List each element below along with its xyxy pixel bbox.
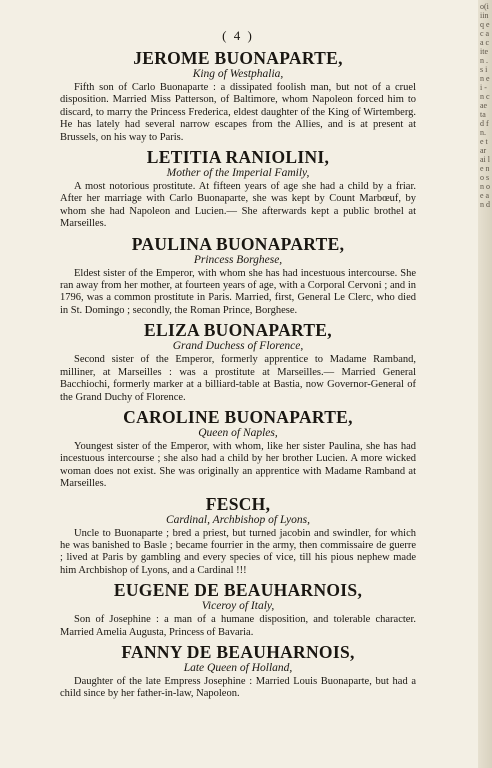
entry-fanny: [60, 642, 416, 701]
entry-name: ELIZA BUONAPARTE,: [144, 320, 332, 341]
entry-name: EUGENE DE BEAUHARNOIS,: [113, 580, 363, 601]
entry-fesch: [60, 494, 416, 578]
entry-text: Eldest sister of the Emperor, with whom she has had incestuous intercourse. She ran away from her mother, at fourteen years of age, with a Corporal Cervoni ; and in 1796, was a common prostitute in Paris. Married, first, General Le Clerc, who died in St. Domingo ; secondly, the Roman Prince, Borghese.: [60, 267, 416, 316]
entry-eugene: [60, 580, 416, 639]
entry-caroline: [60, 407, 416, 491]
entry-title: Mother of the Imperial Family,: [166, 167, 310, 180]
entry-name: FANNY DE BEAUHARNOIS,: [121, 641, 355, 662]
document-page: [60, 28, 416, 704]
adjacent-page-edge: [478, 0, 492, 768]
entry-text: Second sister of the Emperor, formerly apprentice to Madame Ramband, milliner, at Marseilles : was a prostitute at Marseilles.— Married General Bacchiochi, formerly marker at a billiard-table at Bastia, now Governor-General of the Grand Duchy of Florence.: [60, 354, 416, 403]
entry-text: Fifth son of Carlo Buonaparte : a dissipated foolish man, but not of a cruel disposition. Married Miss Patterson, of Baltimore, whom Napoleon forced him to discard, to marry the Princess Frederica, eldest daughter of the King of Wirtemberg. He has lately had several narrow escapes from the Allies, and is at present at Brussels, on his way to Paris.: [60, 82, 416, 143]
entry-text: Son of Josephine : a man of a humane disposition, and tolerable character. Married Amelia Augusta, Princess of Bavaria.: [60, 614, 416, 638]
entry-eliza: [60, 320, 416, 404]
entry-title: Cardinal, Archbishop of Lyons,: [166, 513, 310, 526]
entry-name: PAULINA BUONAPARTE,: [131, 233, 345, 254]
adjacent-page-text: o(i iinq e c aa c ite n . s in e i - n c ae ta d f n. e t ar ai l e n o s n o e a n d: [480, 2, 490, 209]
entry-jerome: [60, 48, 416, 144]
entry-text: Uncle to Buonaparte ; bred a priest, but turned jacobin and swindler, for which he was banished to Basle ; became fourrier in the army, then commissaire de guerre ; lived at Paris by gambling and every species of vice, till his pious nephew made him Archbishop of Lyons, and a Cardinal !!!: [60, 527, 416, 576]
entry-name: JEROME BUONAPARTE,: [133, 48, 343, 68]
entry-paulina: [60, 234, 416, 318]
entry-text: A most notorious prostitute. At fifteen years of age she had a child by a friar. After her marriage with Carlo Buonaparte, she was kept by Count Marbœuf, by whom she had Napoleon and Lucien.— She afterwards kept a public brothel at Marseilles.: [60, 181, 416, 230]
entry-name: CAROLINE BUONAPARTE,: [123, 406, 353, 427]
entry-title: Princess Borghese,: [193, 253, 283, 266]
entry-title: Queen of Naples,: [198, 426, 278, 439]
entry-text: Daughter of the late Empress Josephine : Married Louis Buonaparte, but had a child since by her father-in-law, Napoleon.: [60, 675, 416, 700]
entry-title: Grand Duchess of Florence,: [172, 340, 304, 353]
entry-title: Viceroy of Italy,: [201, 600, 275, 613]
entry-title: King of Westphalia,: [192, 68, 284, 80]
entry-title: Late Queen of Holland,: [183, 661, 293, 674]
entry-letitia: [60, 147, 416, 231]
page-number: ( 4 ): [222, 28, 254, 43]
entry-name: LETITIA RANIOLINI,: [146, 147, 330, 168]
entry-text: Youngest sister of the Emperor, with whom, like her sister Paulina, she has had incestuous intercourse ; she also had a child by her brother Lucien. A more wicked woman does not exist. She was originally an apprentice with Madame Ramband at Marseilles.: [60, 440, 416, 490]
entry-name: FESCH,: [205, 493, 271, 514]
